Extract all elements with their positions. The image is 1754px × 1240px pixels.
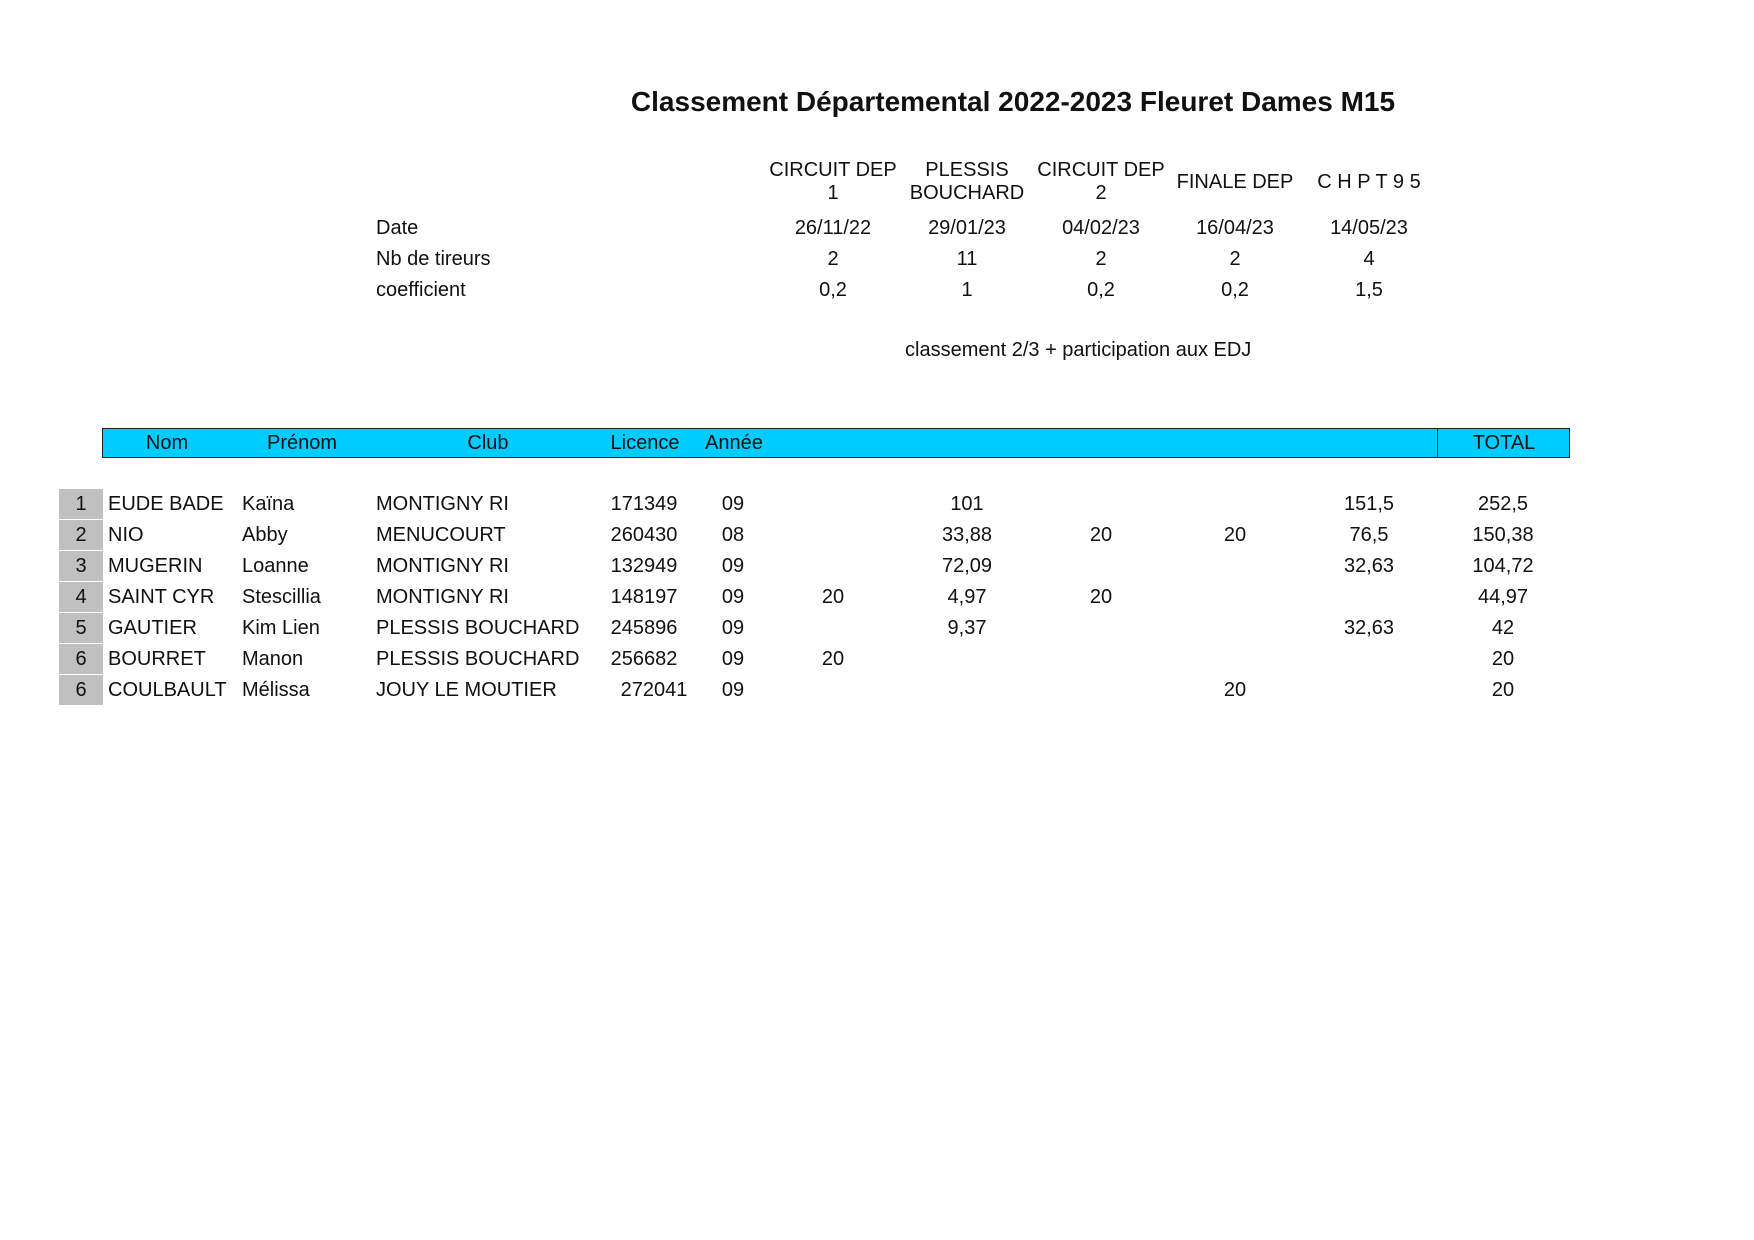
table-header: [102, 428, 1570, 458]
licence-cell: 132949: [610, 555, 678, 577]
nom-cell: BOURRET: [108, 648, 206, 670]
header-annee: Année: [705, 432, 763, 454]
club-cell: PLESSIS BOUCHARD: [376, 648, 580, 670]
rank-cell: 2: [59, 520, 103, 550]
event-name-1: CIRCUIT DEP 1: [769, 159, 897, 204]
annee-cell: 09: [721, 617, 745, 639]
event-nb-3: 2: [1095, 248, 1107, 270]
ranking-note: classement 2/3 + participation aux EDJ: [905, 339, 1252, 361]
prenom-cell: Loanne: [242, 555, 309, 577]
event1-score: 20: [821, 586, 845, 608]
annee-cell: 09: [721, 493, 745, 515]
annee-cell: 09: [721, 648, 745, 670]
date-label: Date: [376, 217, 419, 239]
event-coef-3: 0,2: [1087, 279, 1115, 301]
annee-cell: 08: [721, 524, 745, 546]
coefficient-label: coefficient: [376, 279, 466, 301]
nom-cell: SAINT CYR: [108, 586, 215, 608]
header-club: Club: [467, 432, 509, 454]
prenom-cell: Stescillia: [242, 586, 321, 608]
licence-cell: 256682: [610, 648, 678, 670]
event4-score: 20: [1223, 679, 1247, 701]
event-name-3: CIRCUIT DEP 2: [1037, 159, 1165, 204]
event2-score: 101: [950, 493, 984, 515]
event-nb-2: 11: [956, 248, 978, 270]
event2-score: [900, 675, 1034, 705]
header-prenom: Prénom: [266, 432, 338, 454]
event4-score: [1168, 489, 1302, 519]
total-cell: 20: [1491, 679, 1515, 701]
event-coef-1: 0,2: [819, 279, 847, 301]
event4-score: [1168, 582, 1302, 612]
total-cell: 150,38: [1472, 524, 1534, 546]
total-cell: 252,5: [1477, 493, 1529, 515]
event1-score: [766, 551, 900, 581]
rank-cell: 3: [59, 551, 103, 581]
page-title: Classement Départemental 2022-2023 Fleuret Dames M15: [630, 86, 1396, 117]
event2-score: [900, 644, 1034, 674]
event5-score: [1302, 582, 1436, 612]
event5-score: 151,5: [1343, 493, 1395, 515]
prenom-cell: Kaïna: [242, 493, 295, 515]
annee-cell: 09: [721, 555, 745, 577]
event2-score: 72,09: [941, 555, 993, 577]
event4-score: [1168, 644, 1302, 674]
club-cell: JOUY LE MOUTIER: [376, 679, 557, 701]
total-cell: 44,97: [1477, 586, 1529, 608]
club-cell: MONTIGNY RI: [376, 586, 509, 608]
event1-score: 20: [821, 648, 845, 670]
event5-score: 32,63: [1343, 555, 1395, 577]
event5-score: 76,5: [1349, 524, 1389, 546]
event4-score: [1168, 551, 1302, 581]
event3-score: 20: [1089, 586, 1113, 608]
event-date-4: 16/04/23: [1196, 217, 1274, 239]
prenom-cell: Manon: [242, 648, 304, 670]
event3-score: [1034, 489, 1168, 519]
annee-cell: 09: [721, 679, 745, 701]
event1-score: [766, 675, 900, 705]
event-date-3: 04/02/23: [1062, 217, 1140, 239]
event3-score: [1034, 613, 1168, 643]
rank-cell: 6: [59, 675, 103, 705]
event-coef-4: 0,2: [1221, 279, 1249, 301]
header-total: TOTAL: [1472, 432, 1536, 454]
prenom-cell: Abby: [242, 524, 288, 546]
event5-score: 32,63: [1343, 617, 1395, 639]
event-coef-2: 1: [961, 279, 973, 301]
licence-cell: 260430: [610, 524, 678, 546]
event2-score: 33,88: [941, 524, 993, 546]
prenom-cell: Kim Lien: [242, 617, 320, 639]
rank-cell: 4: [59, 582, 103, 612]
rank-cell: 6: [59, 644, 103, 674]
event2-score: 4,97: [947, 586, 987, 608]
event-nb-1: 2: [827, 248, 839, 270]
event1-score: [766, 613, 900, 643]
event1-score: [766, 520, 900, 550]
licence-cell: 245896: [610, 617, 678, 639]
licence-cell: 171349: [610, 493, 678, 515]
event3-score: [1034, 644, 1168, 674]
event3-score: 20: [1089, 524, 1113, 546]
event3-score: [1034, 551, 1168, 581]
club-cell: MENUCOURT: [376, 524, 506, 546]
prenom-cell: Mélissa: [242, 679, 310, 701]
event-name-4: FINALE DEP: [1176, 170, 1294, 193]
club-cell: PLESSIS BOUCHARD: [376, 617, 580, 639]
nom-cell: GAUTIER: [108, 617, 197, 639]
event5-score: [1302, 644, 1436, 674]
club-cell: MONTIGNY RI: [376, 493, 509, 515]
nom-cell: COULBAULT: [108, 679, 227, 701]
event-nb-4: 2: [1229, 248, 1241, 270]
event-nb-5: 4: [1363, 248, 1375, 270]
event-name-5: C H P T 9 5: [1317, 170, 1421, 193]
event4-score: [1168, 613, 1302, 643]
nom-cell: MUGERIN: [108, 555, 203, 577]
event-name-2: PLESSIS BOUCHARD: [909, 159, 1025, 204]
annee-cell: 09: [721, 586, 745, 608]
total-cell: 20: [1491, 648, 1515, 670]
event-date-2: 29/01/23: [928, 217, 1006, 239]
header-licence: Licence: [610, 432, 680, 454]
nom-cell: NIO: [108, 524, 144, 546]
total-cell: 42: [1491, 617, 1515, 639]
event-coef-5: 1,5: [1355, 279, 1383, 301]
event3-score: [1034, 675, 1168, 705]
event2-score: 9,37: [947, 617, 987, 639]
licence-cell: 148197: [610, 586, 678, 608]
nom-cell: EUDE BADE: [108, 493, 224, 515]
event-date-1: 26/11/22: [794, 217, 872, 239]
rank-cell: 1: [59, 489, 103, 519]
club-cell: MONTIGNY RI: [376, 555, 509, 577]
event5-score: [1302, 675, 1436, 705]
event-date-5: 14/05/23: [1330, 217, 1408, 239]
licence-cell: 272041: [620, 679, 688, 701]
total-cell: 104,72: [1472, 555, 1534, 577]
event4-score: 20: [1223, 524, 1247, 546]
rank-cell: 5: [59, 613, 103, 643]
event1-score: [766, 489, 900, 519]
nb-tireurs-label: Nb de tireurs: [376, 248, 491, 270]
header-nom: Nom: [145, 432, 189, 454]
